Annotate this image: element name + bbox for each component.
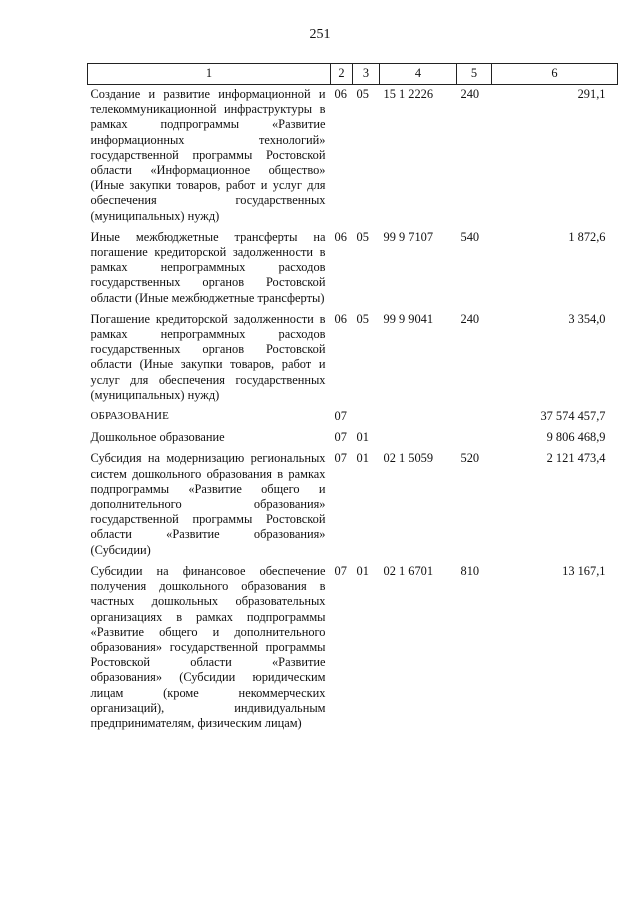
page-number: 251 [309, 27, 331, 42]
row-section: 07 [334, 409, 347, 424]
column-header-4: 4 [380, 64, 457, 85]
row-expense-type [457, 409, 492, 430]
table-row [88, 564, 618, 737]
row-amount: 2 121 473,4 [546, 451, 606, 466]
row-description: ОБРАЗОВАНИЕ [90, 410, 169, 423]
row-section: 06 [334, 87, 347, 101]
column-header-5: 5 [457, 64, 492, 85]
row-expense-type [457, 430, 492, 451]
table-body [88, 85, 618, 738]
row-target-article: 99 9 9041 [383, 311, 434, 326]
row-description: Дошкольное образование [90, 430, 225, 445]
row-subsection: 01 [356, 451, 369, 466]
column-header-2: 2 [331, 64, 353, 85]
table-row [88, 430, 618, 451]
row-amount: 3 354,0 [568, 311, 606, 326]
row-subsection: 05 [356, 87, 369, 101]
row-amount: 291,1 [577, 87, 606, 101]
row-section: 06 [334, 229, 347, 244]
row-description: Создание и развитие информационной и телекоммуникационной инфраструктуры в рамках подпрограммы «Развитие информационных технологий» государственной программы Ростовской области «Информационное общество» (Иные закупки товаров, работ и услуг для обеспечения государственных (муниципальных) нужд) [90, 87, 326, 223]
row-subsection: 05 [356, 229, 369, 244]
row-subsection [353, 409, 380, 430]
row-section: 07 [334, 563, 347, 578]
table-row [88, 85, 618, 230]
budget-table [87, 63, 618, 737]
table-row [88, 230, 618, 312]
row-target-article [380, 430, 457, 451]
row-subsection: 05 [356, 311, 369, 326]
header-row [88, 64, 618, 85]
row-target-article: 99 9 7107 [383, 229, 434, 244]
row-expense-type: 540 [460, 229, 480, 244]
row-expense-type: 810 [460, 563, 480, 578]
column-header-3: 3 [353, 64, 380, 85]
row-amount: 1 872,6 [568, 229, 606, 244]
row-section: 07 [334, 451, 347, 466]
row-target-article [380, 409, 457, 430]
row-amount: 37 574 457,7 [540, 409, 606, 424]
row-description: Субсидии на финансовое обеспечение получения дошкольного образования в частных дошкольных образовательных организациях в рамках подпрограммы «Развитие общего и дополнительного образования» государственной программы Ростовской области «Развитие образования» (Субсидии юридическим лицам (кроме некоммерческих организаций), индивидуальным предпринимателям, физическим лицам) [90, 563, 326, 730]
row-amount: 9 806 468,9 [546, 430, 606, 445]
table-row [88, 409, 618, 430]
table-header [88, 64, 618, 85]
row-section: 07 [334, 430, 347, 445]
row-expense-type: 520 [460, 451, 480, 466]
row-subsection: 01 [356, 563, 369, 578]
row-section: 06 [334, 311, 347, 326]
row-expense-type: 240 [460, 87, 480, 101]
row-amount: 13 167,1 [562, 563, 606, 578]
row-target-article: 02 1 5059 [383, 451, 434, 466]
row-subsection: 01 [356, 430, 369, 445]
column-header-1: 1 [88, 64, 331, 85]
row-target-article: 02 1 6701 [383, 563, 434, 578]
row-expense-type: 240 [460, 311, 480, 326]
row-description: Погашение кредиторской задолженности в рамках непрограммных расходов государственных органов Ростовской области (Иные закупки товаров, работ и услуг для обеспечения государственных (муниципальных) нужд) [90, 311, 326, 402]
table-row [88, 312, 618, 409]
row-target-article: 15 1 2226 [383, 87, 434, 101]
row-description: Субсидия на модернизацию региональных систем дошкольного образования в рамках подпрограммы «Развитие общего и дополнительного образования» государственной программы Ростовской области «Развитие образования» (Субсидии) [90, 451, 326, 557]
row-description: Иные межбюджетные трансферты на погашение кредиторской задолженности в рамках непрограммных расходов государственных органов Ростовской области (Иные межбюджетные трансферты) [90, 229, 326, 305]
column-header-6: 6 [492, 64, 618, 85]
table-row [88, 451, 618, 563]
